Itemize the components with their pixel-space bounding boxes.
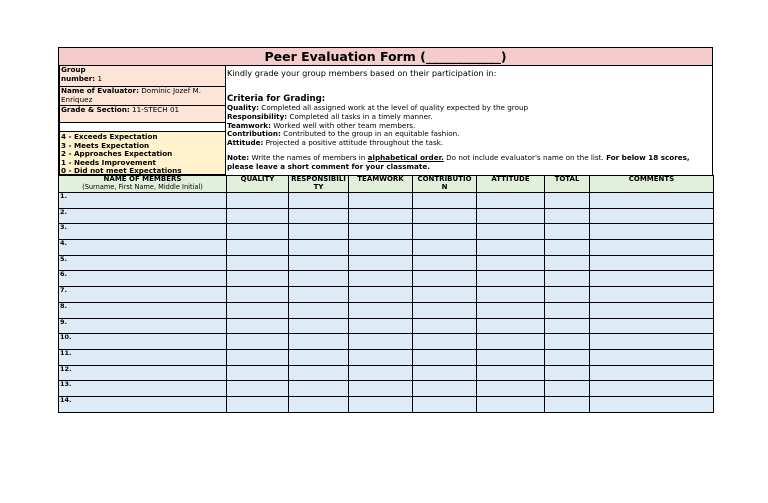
quality-cell[interactable]: [227, 208, 289, 224]
responsibility-cell[interactable]: [289, 240, 349, 256]
attitude-cell[interactable]: [477, 334, 545, 350]
row-number: 11.: [60, 348, 72, 357]
responsibility-cell[interactable]: [289, 255, 349, 271]
member-name-cell[interactable]: [59, 396, 227, 412]
comments-cell[interactable]: [590, 318, 714, 334]
attitude-cell[interactable]: [477, 224, 545, 240]
teamwork-cell[interactable]: [349, 271, 413, 287]
contribution-cell[interactable]: [413, 240, 477, 256]
scale-item: 4 - Exceeds Expectation: [61, 132, 158, 141]
teamwork-cell[interactable]: [349, 349, 413, 365]
row-number: 6.: [60, 270, 67, 279]
quality-cell[interactable]: [227, 334, 289, 350]
teamwork-cell[interactable]: [349, 396, 413, 412]
quality-cell[interactable]: [227, 287, 289, 303]
responsibility-cell[interactable]: [289, 271, 349, 287]
contribution-cell[interactable]: [413, 334, 477, 350]
note-text: Note: Write the names of members in alphabetical order. Do not include evaluator's name on the list. For below 18 scores, please leave a short comment for your classmate.: [227, 152, 690, 171]
total-cell[interactable]: [545, 287, 590, 303]
table-row: [59, 381, 714, 397]
quality-cell[interactable]: [227, 193, 289, 209]
comments-cell[interactable]: [590, 208, 714, 224]
col-teamwork: TEAMWORK: [349, 176, 413, 193]
table-row: [59, 208, 714, 224]
group-number-value: 1: [97, 73, 103, 83]
intro-text: Kindly grade your group members based on their participation in:: [227, 68, 497, 78]
quality-cell[interactable]: [227, 302, 289, 318]
attitude-cell[interactable]: [477, 381, 545, 397]
comments-cell[interactable]: [590, 193, 714, 209]
quality-cell[interactable]: [227, 271, 289, 287]
rating-scale: [59, 131, 226, 175]
member-name-cell[interactable]: [59, 302, 227, 318]
comments-cell[interactable]: [590, 381, 714, 397]
row-number: 1.: [60, 192, 67, 200]
col-name-of-members: NAME OF MEMBERS (Surname, First Name, Middle Initial): [59, 176, 227, 193]
comments-cell[interactable]: [590, 271, 714, 287]
comments-cell[interactable]: [590, 349, 714, 365]
row-number: 12.: [60, 364, 72, 373]
attitude-cell[interactable]: [477, 271, 545, 287]
total-cell[interactable]: [545, 208, 590, 224]
member-name-cell[interactable]: [59, 193, 227, 209]
contribution-cell[interactable]: [413, 318, 477, 334]
member-name-cell[interactable]: [59, 271, 227, 287]
table-row: [59, 349, 714, 365]
total-cell[interactable]: [545, 365, 590, 381]
row-number: 4.: [60, 239, 67, 248]
contribution-cell[interactable]: [413, 381, 477, 397]
row-number: 8.: [60, 301, 67, 310]
contribution-cell[interactable]: [413, 365, 477, 381]
member-name-cell[interactable]: [59, 334, 227, 350]
table-row: [59, 365, 714, 381]
table-header-row: [59, 176, 714, 193]
quality-cell[interactable]: [227, 381, 289, 397]
attitude-cell[interactable]: [477, 287, 545, 303]
responsibility-cell[interactable]: [289, 287, 349, 303]
quality-cell[interactable]: [227, 240, 289, 256]
table-row: [59, 240, 714, 256]
contribution-cell[interactable]: [413, 396, 477, 412]
note-label: Note:: [227, 152, 250, 162]
row-number: 3.: [60, 223, 67, 232]
responsibility-cell[interactable]: [289, 349, 349, 365]
row-number: 9.: [60, 317, 67, 326]
teamwork-cell[interactable]: [349, 193, 413, 209]
teamwork-cell[interactable]: [349, 255, 413, 271]
member-name-cell[interactable]: [59, 208, 227, 224]
row-number: 14.: [60, 395, 72, 404]
comments-cell[interactable]: [590, 365, 714, 381]
spacer-cell: [59, 123, 226, 131]
scale-item: 2 - Approaches Expectation: [61, 149, 173, 159]
attitude-cell[interactable]: [477, 255, 545, 271]
total-cell[interactable]: [545, 302, 590, 318]
attitude-cell[interactable]: [477, 193, 545, 209]
attitude-cell[interactable]: [477, 318, 545, 334]
member-name-cell[interactable]: [59, 224, 227, 240]
table-row: [59, 255, 714, 271]
grade-label: Grade & Section:: [61, 106, 130, 114]
teamwork-cell[interactable]: [349, 365, 413, 381]
member-name-cell[interactable]: [59, 240, 227, 256]
teamwork-cell[interactable]: [349, 334, 413, 350]
row-number: 13.: [60, 380, 72, 389]
table-row: [59, 287, 714, 303]
table-row: [59, 334, 714, 350]
col-contribution: CONTRIBUTIO N: [413, 176, 477, 193]
row-number: 7.: [60, 286, 67, 295]
total-cell[interactable]: [545, 224, 590, 240]
comments-cell[interactable]: [590, 396, 714, 412]
form-header-section: [58, 66, 713, 175]
attitude-cell[interactable]: [477, 240, 545, 256]
evaluator-value-line1: Dominic Jozef M.: [141, 87, 201, 95]
attitude-cell[interactable]: [477, 349, 545, 365]
contribution-cell[interactable]: [413, 271, 477, 287]
scale-item: 1 - Needs Improvement: [61, 157, 156, 167]
teamwork-cell[interactable]: [349, 318, 413, 334]
quality-cell[interactable]: [227, 224, 289, 240]
comments-cell[interactable]: [590, 255, 714, 271]
member-name-cell[interactable]: [59, 318, 227, 334]
col-responsibility: RESPONSIBILI TY: [289, 176, 349, 193]
total-cell[interactable]: [545, 240, 590, 256]
contribution-cell[interactable]: [413, 349, 477, 365]
total-cell[interactable]: [545, 271, 590, 287]
criteria-title: Criteria for Grading:: [227, 94, 326, 104]
contribution-cell[interactable]: [413, 208, 477, 224]
contribution-cell[interactable]: [413, 224, 477, 240]
attitude-cell[interactable]: [477, 302, 545, 318]
member-name-cell[interactable]: [59, 365, 227, 381]
group-number-cell[interactable]: [59, 66, 226, 87]
member-name-cell[interactable]: [59, 287, 227, 303]
instructions: [227, 66, 710, 172]
grade-value: 11-STECH 01: [132, 106, 180, 114]
teamwork-cell[interactable]: [349, 208, 413, 224]
responsibility-cell[interactable]: [289, 224, 349, 240]
col-comments: COMMENTS: [590, 176, 714, 193]
table-row: [59, 193, 714, 209]
table-row: [59, 271, 714, 287]
teamwork-cell[interactable]: [349, 381, 413, 397]
member-name-cell[interactable]: [59, 349, 227, 365]
group-number-label: number:: [61, 73, 96, 83]
attitude-cell[interactable]: [477, 396, 545, 412]
teamwork-cell[interactable]: [349, 240, 413, 256]
attitude-cell[interactable]: [477, 365, 545, 381]
responsibility-cell[interactable]: [289, 396, 349, 412]
quality-cell[interactable]: [227, 318, 289, 334]
teamwork-cell[interactable]: [349, 224, 413, 240]
row-number: 10.: [60, 333, 72, 342]
evaluator-name-cell[interactable]: [59, 87, 226, 106]
col-quality: QUALITY: [227, 176, 289, 193]
member-name-cell[interactable]: [59, 255, 227, 271]
teamwork-cell[interactable]: [349, 302, 413, 318]
criterion-responsibility: Responsibility: Completed all tasks in a timely manner.: [227, 111, 433, 121]
alphabetical-order-emphasis: alphabetical order.: [367, 152, 444, 162]
responsibility-cell[interactable]: [289, 318, 349, 334]
responsibility-cell[interactable]: [289, 381, 349, 397]
scale-item: 3 - Meets Expectation: [61, 140, 150, 150]
member-name-cell[interactable]: [59, 381, 227, 397]
total-cell[interactable]: [545, 349, 590, 365]
evaluator-info: [59, 66, 226, 175]
total-cell[interactable]: [545, 396, 590, 412]
criterion-attitude: Attitude: Projected a positive attitude throughout the task.: [227, 138, 444, 148]
contribution-cell[interactable]: [413, 193, 477, 209]
form-title: Peer Evaluation Form (____________): [58, 47, 713, 66]
quality-cell[interactable]: [227, 396, 289, 412]
comments-cell[interactable]: [590, 224, 714, 240]
col-attitude: ATTITUDE: [477, 176, 545, 193]
criterion-quality: Quality: Completed all assigned work at the level of quality expected by the group: [227, 103, 529, 112]
attitude-cell[interactable]: [477, 208, 545, 224]
peer-evaluation-form: [58, 47, 713, 413]
total-cell[interactable]: [545, 381, 590, 397]
total-cell[interactable]: [545, 318, 590, 334]
responsibility-cell[interactable]: [289, 302, 349, 318]
comments-cell[interactable]: [590, 302, 714, 318]
responsibility-cell[interactable]: [289, 208, 349, 224]
quality-cell[interactable]: [227, 255, 289, 271]
quality-cell[interactable]: [227, 349, 289, 365]
evaluator-label: Name of Evaluator:: [61, 87, 139, 95]
group-label: Group: [61, 66, 86, 74]
grade-section-cell[interactable]: [59, 106, 226, 123]
teamwork-cell[interactable]: [349, 287, 413, 303]
criterion-contribution: Contribution: Contributed to the group in an equitable fashion.: [227, 129, 460, 139]
total-cell[interactable]: [545, 255, 590, 271]
responsibility-cell[interactable]: [289, 193, 349, 209]
comments-cell[interactable]: [590, 334, 714, 350]
responsibility-cell[interactable]: [289, 365, 349, 381]
scale-item: 0 - Did not meet Expectations: [61, 166, 182, 175]
contribution-cell[interactable]: [413, 302, 477, 318]
comments-cell[interactable]: [590, 240, 714, 256]
evaluation-table: [58, 175, 714, 413]
criterion-teamwork: Teamwork: Worked well with other team members.: [227, 120, 416, 130]
table-row: [59, 302, 714, 318]
responsibility-cell[interactable]: [289, 334, 349, 350]
comments-cell[interactable]: [590, 287, 714, 303]
evaluator-value-line2: Enriquez: [61, 94, 93, 104]
contribution-cell[interactable]: [413, 287, 477, 303]
table-row: [59, 396, 714, 412]
contribution-cell[interactable]: [413, 255, 477, 271]
total-cell[interactable]: [545, 193, 590, 209]
quality-cell[interactable]: [227, 365, 289, 381]
col-total: TOTAL: [545, 176, 590, 193]
table-row: [59, 318, 714, 334]
total-cell[interactable]: [545, 334, 590, 350]
table-row: [59, 224, 714, 240]
row-number: 5.: [60, 254, 67, 263]
row-number: 2.: [60, 207, 67, 216]
